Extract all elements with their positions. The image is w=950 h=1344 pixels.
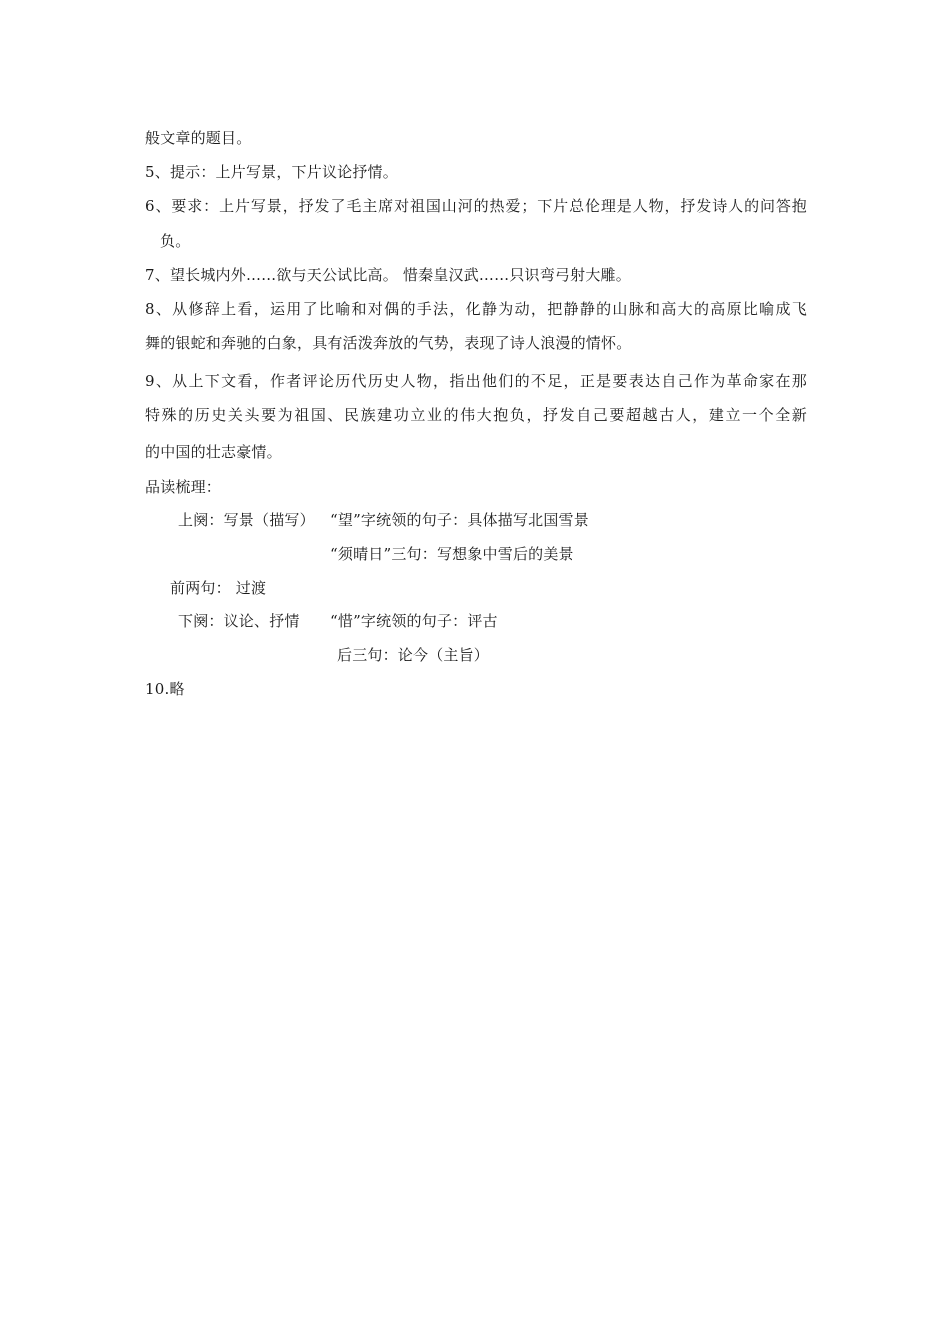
answer-10: 10.略 [145, 680, 185, 698]
answer-7: 7、望长城内外……欲与天公试比高。 惜秦皇汉武……只识弯弓射大雕。 [145, 266, 631, 284]
answer-9-continued-1: 特殊的历史关头要为祖国、民族建功立业的伟大抱负，抒发自己要超越古人，建立一个全新 [145, 406, 807, 424]
answer-6: 6、要求：上片写景，抒发了毛主席对祖国山河的热爱；下片总伦理是人物，抒发诗人的问答抱 [145, 197, 807, 215]
transition-line: 前两句： 过渡 [170, 579, 267, 597]
answer-5: 5、提示：上片写景，下片议论抒情。 [145, 163, 398, 181]
answer-6-continued: 负。 [160, 232, 191, 250]
analysis-heading: 品读梳理： [145, 478, 222, 496]
answer-8: 8、从修辞上看，运用了比喻和对偶的手法，化静为动，把静静的山脉和高大的高原比喻成飞 [145, 300, 807, 318]
text-line: 般文章的题目。 [145, 129, 252, 147]
upper-stanza-item-1: “望”字统领的句子：具体描写北国雪景 [330, 511, 589, 529]
lower-stanza-item-2: 后三句：论今（主旨） [337, 646, 490, 664]
answer-9: 9、从上下文看，作者评论历代历史人物，指出他们的不足，正是要表达自己作为革命家在那 [145, 372, 807, 390]
answer-9-continued-2: 的中国的壮志豪情。 [145, 443, 282, 461]
answer-8-continued: 舞的银蛇和奔驰的白象，具有活泼奔放的气势，表现了诗人浪漫的情怀。 [145, 334, 632, 352]
upper-stanza-label: 上阕：写景（描写） [178, 511, 315, 529]
lower-stanza-label: 下阕：议论、抒情 [178, 612, 300, 630]
lower-stanza-item-1: “惜”字统领的句子：评古 [330, 612, 498, 630]
upper-stanza-item-2: “须晴日”三句：写想象中雪后的美景 [330, 545, 574, 563]
